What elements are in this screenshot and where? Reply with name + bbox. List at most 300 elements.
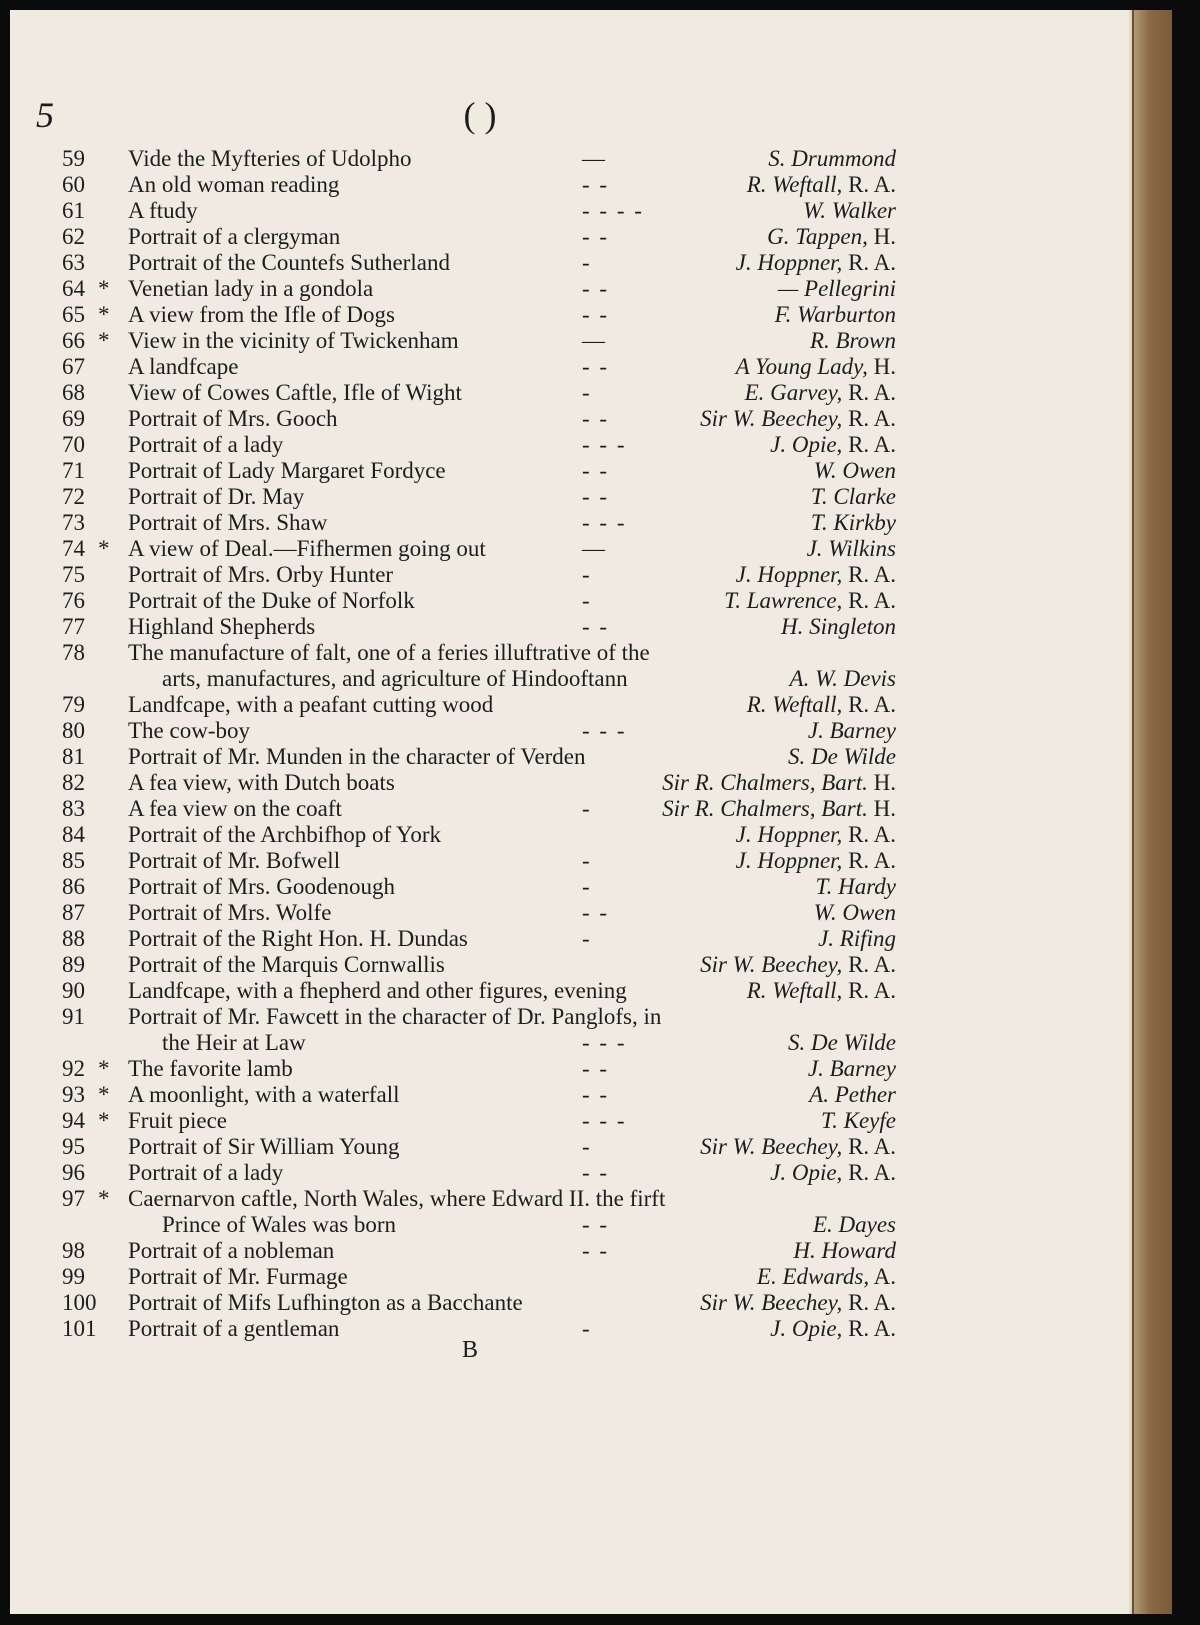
- leader-dashes: - -: [582, 406, 610, 431]
- leader-dashes: -: [582, 848, 592, 873]
- artist-name: S. De Wilde: [788, 1030, 896, 1055]
- leader-dashes: - -: [582, 172, 610, 197]
- artist-status: R. A.: [848, 848, 896, 873]
- entry-line: [62, 1082, 896, 1108]
- catalogue-entry: [62, 926, 896, 952]
- entry-title: An old woman reading: [128, 172, 340, 197]
- entry-title: View in the vicinity of Twickenham: [128, 328, 459, 353]
- entry-title: The favorite lamb: [128, 1056, 293, 1081]
- entry-number: 89: [62, 952, 85, 977]
- entry-title: A fea view, with Dutch boats: [128, 770, 395, 795]
- artist-name: J. Hoppner,: [735, 848, 843, 873]
- entry-number: 98: [62, 1238, 85, 1263]
- entry-number: 82: [62, 770, 85, 795]
- entry-artist: [814, 458, 896, 484]
- catalogue-entry: [62, 978, 896, 1004]
- entry-number: 72: [62, 484, 85, 509]
- entry-artist: [747, 172, 896, 198]
- entry-line: [62, 1160, 896, 1186]
- new-work-asterisk: *: [98, 536, 110, 561]
- entry-title: The cow-boy: [128, 718, 250, 743]
- catalogue-entry: [62, 692, 896, 718]
- entry-title: Portrait of Mrs. Gooch: [128, 406, 338, 431]
- entry-artist: [757, 1264, 896, 1290]
- entry-title: A landfcape: [128, 354, 239, 379]
- entry-title: A fea view on the coaft: [128, 796, 342, 821]
- entry-artist: [736, 354, 896, 380]
- entry-line: [62, 1238, 896, 1264]
- entry-title: Portrait of a gentleman: [128, 1316, 340, 1341]
- catalogue-entry: [62, 250, 896, 276]
- catalogue-entry: [62, 874, 896, 900]
- entry-title: Portrait of Mr. Munden in the character of Verden: [128, 744, 586, 769]
- entry-number: 75: [62, 562, 85, 587]
- artist-name: S. De Wilde: [788, 744, 896, 769]
- artist-name: R. Weftall,: [746, 172, 843, 197]
- entry-artist: [747, 692, 896, 718]
- entry-title: Fruit piece: [128, 1108, 227, 1133]
- entry-number: 94: [62, 1108, 85, 1133]
- entry-number: 81: [62, 744, 85, 769]
- entry-line: [62, 978, 896, 1004]
- entry-number: 68: [62, 380, 85, 405]
- page-number-value: 5: [36, 95, 54, 135]
- leader-dashes: - -: [582, 1160, 610, 1185]
- catalogue-entry: [62, 302, 896, 328]
- entry-line: [62, 1264, 896, 1290]
- entry-title: Portrait of Mrs. Goodenough: [128, 874, 396, 899]
- entry-line: [62, 432, 896, 458]
- entry-artist: [736, 562, 896, 588]
- entry-title: A view from the Ifle of Dogs: [128, 302, 395, 327]
- catalogue-entry: [62, 510, 896, 536]
- artist-name: T. Hardy: [815, 874, 896, 899]
- entry-line: [62, 510, 896, 536]
- leader-dashes: -: [582, 926, 592, 951]
- entry-title: Portrait of Mrs. Orby Hunter: [128, 562, 394, 587]
- entry-number: 59: [62, 146, 85, 171]
- entry-title: Portrait of the Countefs Sutherland: [128, 250, 450, 275]
- artist-status: R. A.: [848, 1134, 896, 1159]
- catalogue-entry: [62, 848, 896, 874]
- entry-title: Portrait of Dr. May: [128, 484, 305, 509]
- entry-artist: [700, 1290, 896, 1316]
- artist-name: R. Weftall,: [746, 978, 843, 1003]
- entry-artist: [770, 1160, 896, 1186]
- leader-dashes: - -: [582, 1082, 610, 1107]
- artist-status: H.: [873, 354, 896, 379]
- artist-status: R. A.: [848, 1160, 896, 1185]
- entry-artist: [700, 952, 896, 978]
- entry-artist: [700, 406, 896, 432]
- entry-title: A moonlight, with a waterfall: [128, 1082, 400, 1107]
- artist-status: R. A.: [848, 1290, 896, 1315]
- entry-artist: [790, 666, 896, 692]
- leader-dashes: - -: [582, 1212, 610, 1237]
- entry-number: 74: [62, 536, 85, 561]
- entry-number: 101: [62, 1316, 97, 1341]
- entry-line: [62, 276, 896, 302]
- entry-number: 79: [62, 692, 85, 717]
- entry-number: 88: [62, 926, 85, 951]
- entry-number: 99: [62, 1264, 85, 1289]
- entry-line: [62, 1134, 896, 1160]
- entry-artist: [810, 328, 896, 354]
- entry-title: Landfcape, with a peafant cutting wood: [128, 692, 494, 717]
- entry-title: Portrait of the Duke of Norfolk: [128, 588, 415, 613]
- catalogue-entry: [62, 1056, 896, 1082]
- artist-name: T. Keyfe: [821, 1108, 896, 1133]
- entry-number: 96: [62, 1160, 85, 1185]
- page-number-close-paren: ): [484, 95, 497, 135]
- entry-title: Portrait of Mr. Fawcett in the character of Dr. Panglofs, in: [128, 1004, 662, 1029]
- leader-dashes: -: [582, 562, 592, 587]
- artist-status: R. A.: [848, 952, 896, 977]
- entry-line: [62, 172, 896, 198]
- entry-title: Portrait of Mr. Bofwell: [128, 848, 341, 873]
- entry-title-continued: arts, manufactures, and agriculture of Hindooftann: [162, 666, 628, 691]
- entry-line: [62, 224, 896, 250]
- artist-status: R. A.: [848, 822, 896, 847]
- entry-artist: [821, 1108, 896, 1134]
- entry-line: [62, 900, 896, 926]
- artist-name: T. Clarke: [810, 484, 896, 509]
- artist-status: R. A.: [848, 172, 896, 197]
- entry-number: 93: [62, 1082, 85, 1107]
- leader-dashes: —: [582, 536, 607, 561]
- artist-name: Sir R. Chalmers, Bart.: [662, 796, 868, 821]
- entry-title: Landfcape, with a fhepherd and other figures, evening: [128, 978, 627, 1003]
- artist-status: H.: [873, 224, 896, 249]
- artist-name: J. Hoppner,: [735, 562, 843, 587]
- leader-dashes: -: [582, 1134, 592, 1159]
- catalogue-entry: [62, 328, 896, 354]
- artist-status: H.: [873, 796, 896, 821]
- entry-line: [62, 198, 896, 224]
- artist-name: A. W. Devis: [789, 666, 896, 691]
- catalogue-entry: [62, 1004, 896, 1056]
- entry-artist: [816, 874, 897, 900]
- entry-title: Portrait of the Right Hon. H. Dundas: [128, 926, 468, 951]
- entry-title: Vide the Myfteries of Udolpho: [128, 146, 412, 171]
- artist-status: A.: [873, 1264, 896, 1289]
- artist-name: J. Hoppner,: [735, 250, 843, 275]
- entry-line: [62, 1004, 896, 1030]
- catalogue-entry: [62, 796, 896, 822]
- catalogue-entry: [62, 952, 896, 978]
- entry-artist: [778, 276, 896, 302]
- entry-line: [62, 536, 896, 562]
- entry-artist: [775, 302, 896, 328]
- book-spine: [1132, 10, 1172, 1614]
- catalogue-entry: [62, 484, 896, 510]
- entry-artist: [793, 1238, 896, 1264]
- artist-name: E. Edwards,: [756, 1264, 870, 1289]
- entry-title: Portrait of a nobleman: [128, 1238, 335, 1263]
- entry-number: 61: [62, 198, 85, 223]
- catalogue-entry: [62, 588, 896, 614]
- leader-dashes: -: [582, 874, 592, 899]
- entry-number: 77: [62, 614, 85, 639]
- leader-dashes: - - -: [582, 432, 627, 457]
- artist-name: Sir W. Beechey,: [700, 1134, 843, 1159]
- leader-dashes: - - -: [582, 718, 627, 743]
- entry-number: 86: [62, 874, 85, 899]
- entry-line-continued: [62, 1030, 896, 1056]
- entry-line: [62, 614, 896, 640]
- entry-number: 65: [62, 302, 85, 327]
- artist-name: Sir R. Chalmers, Bart.: [662, 770, 868, 795]
- leader-dashes: - -: [582, 900, 610, 925]
- entry-number: 80: [62, 718, 85, 743]
- entry-number: 66: [62, 328, 85, 353]
- entry-number: 71: [62, 458, 85, 483]
- entry-line: [62, 874, 896, 900]
- entry-artist: [745, 380, 896, 406]
- new-work-asterisk: *: [98, 276, 110, 301]
- catalogue-entry: [62, 640, 896, 692]
- entry-title: View of Cowes Caftle, Ifle of Wight: [128, 380, 462, 405]
- entry-line: [62, 952, 896, 978]
- catalogue-entry: [62, 1134, 896, 1160]
- entry-title: Venetian lady in a gondola: [128, 276, 374, 301]
- entry-line: [62, 1108, 896, 1134]
- entry-title: Portrait of the Marquis Cornwallis: [128, 952, 445, 977]
- catalogue-entry: [62, 614, 896, 640]
- new-work-asterisk: *: [98, 1108, 110, 1133]
- artist-status: R. A.: [848, 978, 896, 1003]
- entry-artist: [662, 770, 896, 796]
- leader-dashes: - -: [582, 354, 610, 379]
- leader-dashes: - - - -: [582, 198, 644, 223]
- entry-number: 67: [62, 354, 85, 379]
- book-page: [10, 10, 1172, 1614]
- entry-title: A view of Deal.—Fifhermen going out: [128, 536, 486, 561]
- entry-number: 92: [62, 1056, 85, 1081]
- entry-line: [62, 718, 896, 744]
- entry-line: [62, 796, 896, 822]
- entry-title: Portrait of Mifs Lufhington as a Bacchante: [128, 1290, 523, 1315]
- entry-artist: [808, 718, 896, 744]
- entry-artist: [736, 822, 896, 848]
- catalogue-entry: [62, 536, 896, 562]
- artist-status: R. A.: [848, 1316, 896, 1341]
- entry-artist: [803, 198, 896, 224]
- new-work-asterisk: *: [98, 302, 110, 327]
- leader-dashes: - -: [582, 1056, 610, 1081]
- artist-status: R. A.: [848, 380, 896, 405]
- entry-line: [62, 406, 896, 432]
- entry-line: [62, 250, 896, 276]
- entry-artist: [768, 146, 896, 172]
- entry-artist: [788, 744, 896, 770]
- leader-dashes: —: [582, 328, 607, 353]
- artist-name: J. Rifing: [818, 926, 896, 951]
- entry-title-continued: Prince of Wales was born: [162, 1212, 397, 1237]
- catalogue-entry: [62, 1160, 896, 1186]
- artist-name: H. Singleton: [781, 614, 896, 639]
- artist-name: J. Opie,: [770, 1316, 843, 1341]
- artist-name: Sir W. Beechey,: [700, 952, 843, 977]
- leader-dashes: -: [582, 380, 592, 405]
- artist-name: E. Dayes: [812, 1212, 896, 1237]
- entry-title: Portrait of a lady: [128, 1160, 284, 1185]
- entry-artist: [811, 510, 896, 536]
- catalogue-entry: [62, 770, 896, 796]
- catalogue-entry: [62, 458, 896, 484]
- leader-dashes: - - -: [582, 1030, 627, 1055]
- catalogue-entry: [62, 1290, 896, 1316]
- new-work-asterisk: *: [98, 1056, 110, 1081]
- leader-dashes: - -: [582, 458, 610, 483]
- entry-number: 83: [62, 796, 85, 821]
- entry-line: [62, 484, 896, 510]
- artist-name: J. Wilkins: [806, 536, 896, 561]
- artist-name: S. Drummond: [768, 146, 896, 171]
- entry-line: [62, 354, 896, 380]
- entry-title: Portrait of Lady Margaret Fordyce: [128, 458, 446, 483]
- artist-name: T. Lawrence,: [724, 588, 843, 613]
- leader-dashes: -: [582, 796, 592, 821]
- artist-name: J. Barney: [807, 718, 896, 743]
- leader-dashes: -: [582, 250, 592, 275]
- entry-line: [62, 146, 896, 172]
- entry-number: 100: [62, 1290, 97, 1315]
- entry-artist: [747, 978, 896, 1004]
- catalogue-entry: [62, 822, 896, 848]
- entry-title: Portrait of Mrs. Wolfe: [128, 900, 332, 925]
- entry-line: [62, 562, 896, 588]
- leader-dashes: - -: [582, 224, 610, 249]
- entry-title: Portrait of Mrs. Shaw: [128, 510, 328, 535]
- entry-number: 70: [62, 432, 85, 457]
- entry-title: Portrait of a lady: [128, 432, 284, 457]
- entry-artist: [818, 926, 896, 952]
- catalogue-entry: [62, 406, 896, 432]
- entry-artist: [788, 1030, 896, 1056]
- entry-title: Portrait of the Archbifhop of York: [128, 822, 442, 847]
- leader-dashes: - - -: [582, 510, 627, 535]
- catalogue-entry: [62, 198, 896, 224]
- printer-signature: B: [461, 1337, 478, 1363]
- catalogue-list: [62, 146, 896, 1342]
- entry-line: [62, 1290, 896, 1316]
- page-number: [10, 94, 950, 136]
- entry-number: 62: [62, 224, 85, 249]
- catalogue-entry: [62, 146, 896, 172]
- new-work-asterisk: *: [98, 1082, 110, 1107]
- catalogue-entry: [62, 1238, 896, 1264]
- artist-status: H.: [873, 770, 896, 795]
- entry-number: 76: [62, 588, 85, 613]
- catalogue-entry: [62, 1082, 896, 1108]
- catalogue-entry: [62, 224, 896, 250]
- artist-name: T. Kirkby: [810, 510, 896, 535]
- artist-status: R. A.: [848, 588, 896, 613]
- entry-artist: [807, 536, 896, 562]
- artist-name: H. Howard: [793, 1238, 896, 1263]
- entry-line-continued: [62, 666, 896, 692]
- leader-dashes: -: [582, 588, 592, 613]
- leader-dashes: - -: [582, 302, 610, 327]
- entry-number: 90: [62, 978, 85, 1003]
- entry-number: 73: [62, 510, 85, 535]
- entry-artist: [770, 432, 896, 458]
- entry-line: [62, 770, 896, 796]
- entry-line: [62, 588, 896, 614]
- entry-artist: [736, 250, 896, 276]
- catalogue-entry: [62, 1186, 896, 1238]
- entry-artist: [662, 796, 896, 822]
- catalogue-entry: [62, 380, 896, 406]
- entry-line: [62, 744, 896, 770]
- new-work-asterisk: *: [98, 328, 110, 353]
- entry-number: 78: [62, 640, 85, 665]
- entry-artist: [724, 588, 896, 614]
- artist-name: Sir W. Beechey,: [700, 1290, 843, 1315]
- catalogue-entry: [62, 744, 896, 770]
- catalogue-entry: [62, 562, 896, 588]
- entry-artist: [736, 848, 896, 874]
- entry-title: The manufacture of falt, one of a feries illuftrative of the: [128, 640, 650, 665]
- artist-name: J. Opie,: [770, 432, 843, 457]
- entry-artist: [700, 1134, 896, 1160]
- entry-artist: [813, 1212, 896, 1238]
- artist-name: J. Opie,: [770, 1160, 843, 1185]
- artist-name: A. Pether: [809, 1082, 896, 1107]
- entry-artist: [781, 614, 896, 640]
- artist-name: W. Owen: [813, 900, 896, 925]
- artist-name: W. Owen: [813, 458, 896, 483]
- catalogue-entry: [62, 432, 896, 458]
- artist-name: J. Hoppner,: [735, 822, 843, 847]
- new-work-asterisk: *: [98, 1186, 110, 1211]
- entry-line: [62, 822, 896, 848]
- entry-number: 85: [62, 848, 85, 873]
- entry-line: [62, 380, 896, 406]
- leader-dashes: - - -: [582, 1108, 627, 1133]
- leader-dashes: -: [582, 1316, 592, 1341]
- artist-name: Sir W. Beechey,: [700, 406, 843, 431]
- entry-title: Portrait of Sir William Young: [128, 1134, 400, 1159]
- page-number-open-paren: (: [463, 95, 476, 135]
- entry-line-continued: [62, 1212, 896, 1238]
- entry-line: [62, 640, 896, 666]
- entry-number: 63: [62, 250, 85, 275]
- artist-status: R. A.: [848, 250, 896, 275]
- entry-line: [62, 458, 896, 484]
- catalogue-entry: [62, 900, 896, 926]
- artist-status: R. A.: [848, 406, 896, 431]
- artist-name: G. Tappen,: [767, 224, 868, 249]
- entry-title: Caernarvon caftle, North Wales, where Edward II. the firft: [128, 1186, 666, 1211]
- leader-dashes: - -: [582, 276, 610, 301]
- catalogue-entry: [62, 172, 896, 198]
- entry-line: [62, 328, 896, 354]
- catalogue-entry: [62, 354, 896, 380]
- catalogue-entry: [62, 718, 896, 744]
- artist-name: R. Weftall,: [746, 692, 843, 717]
- artist-status: R. A.: [848, 562, 896, 587]
- entry-line: [62, 1186, 896, 1212]
- entry-artist: [814, 900, 896, 926]
- artist-name: J. Barney: [807, 1056, 896, 1081]
- entry-line: [62, 302, 896, 328]
- entry-artist: [767, 224, 896, 250]
- artist-name: A Young Lady,: [735, 354, 868, 379]
- entry-number: 60: [62, 172, 85, 197]
- entry-title: A ftudy: [128, 198, 198, 223]
